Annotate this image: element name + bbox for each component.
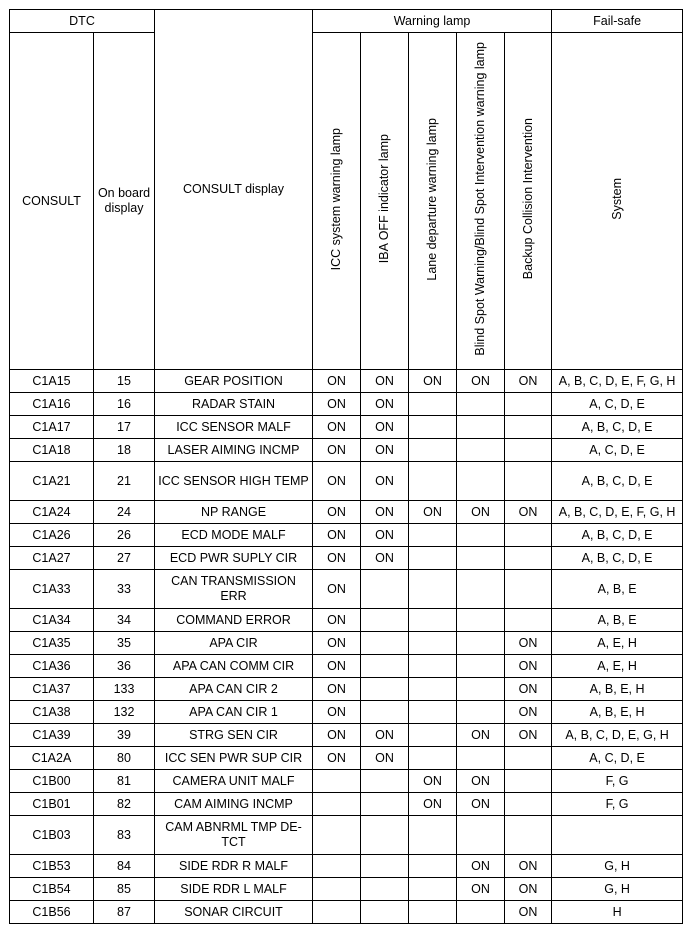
table-row [10, 524, 683, 547]
cell-ldw-lamp [409, 678, 457, 701]
cell-fail-safe-system: F, G [552, 770, 683, 793]
cell-bsw-lamp [457, 678, 505, 701]
cell-consult-code: C1A17 [10, 416, 94, 439]
cell-iba-lamp: ON [361, 370, 409, 393]
cell-iba-lamp [361, 570, 409, 609]
cell-bci-lamp [505, 393, 552, 416]
cell-bci-lamp [505, 570, 552, 609]
dtc-table [9, 9, 683, 924]
cell-consult-display: ECD PWR SUPLY CIR [155, 547, 313, 570]
cell-bci-lamp: ON [505, 632, 552, 655]
cell-consult-display: CAM AIMING INCMP [155, 793, 313, 816]
cell-on-board-display: 85 [94, 878, 155, 901]
cell-bsw-lamp: ON [457, 793, 505, 816]
table-row [10, 770, 683, 793]
cell-icc-lamp: ON [313, 570, 361, 609]
cell-icc-lamp: ON [313, 524, 361, 547]
table-row [10, 609, 683, 632]
cell-on-board-display: 18 [94, 439, 155, 462]
header-bsw-label: Blind Spot Warning/Blind Spot Intervention warning lamp [473, 42, 488, 356]
cell-bci-lamp [505, 747, 552, 770]
cell-fail-safe-system: A, B, C, D, E, G, H [552, 724, 683, 747]
cell-bsw-lamp [457, 393, 505, 416]
cell-consult-display: NP RANGE [155, 501, 313, 524]
table-row [10, 878, 683, 901]
cell-bci-lamp [505, 547, 552, 570]
cell-on-board-display: 16 [94, 393, 155, 416]
cell-ldw-lamp [409, 701, 457, 724]
cell-bci-lamp [505, 770, 552, 793]
cell-fail-safe-system: A, B, C, D, E, F, G, H [552, 501, 683, 524]
cell-bci-lamp: ON [505, 370, 552, 393]
cell-consult-code: C1A39 [10, 724, 94, 747]
cell-consult-code: C1A37 [10, 678, 94, 701]
cell-fail-safe-system: A, B, E, H [552, 678, 683, 701]
cell-fail-safe-system: A, B, E [552, 570, 683, 609]
cell-bci-lamp [505, 609, 552, 632]
cell-consult-display: ECD MODE MALF [155, 524, 313, 547]
cell-on-board-display: 133 [94, 678, 155, 701]
cell-bci-lamp: ON [505, 901, 552, 924]
table-row [10, 678, 683, 701]
cell-fail-safe-system [552, 816, 683, 855]
cell-iba-lamp [361, 655, 409, 678]
cell-consult-display: SIDE RDR L MALF [155, 878, 313, 901]
cell-bci-lamp [505, 462, 552, 501]
table-row [10, 370, 683, 393]
cell-consult-code: C1A36 [10, 655, 94, 678]
cell-on-board-display: 24 [94, 501, 155, 524]
cell-icc-lamp [313, 855, 361, 878]
cell-consult-display: ICC SENSOR MALF [155, 416, 313, 439]
cell-fail-safe-system: A, B, C, D, E [552, 462, 683, 501]
cell-consult-display: GEAR POSITION [155, 370, 313, 393]
cell-consult-display: ICC SENSOR HIGH TEMP [155, 462, 313, 501]
cell-iba-lamp [361, 901, 409, 924]
cell-consult-display: APA CAN COMM CIR [155, 655, 313, 678]
cell-ldw-lamp [409, 570, 457, 609]
header-bci-label: Backup Collision Intervention [520, 118, 535, 280]
cell-consult-code: C1B56 [10, 901, 94, 924]
header-dtc: DTC [10, 10, 155, 33]
cell-ldw-lamp [409, 524, 457, 547]
cell-on-board-display: 21 [94, 462, 155, 501]
cell-iba-lamp [361, 701, 409, 724]
table-row [10, 632, 683, 655]
cell-bsw-lamp [457, 547, 505, 570]
cell-iba-lamp [361, 793, 409, 816]
cell-iba-lamp: ON [361, 547, 409, 570]
cell-bci-lamp: ON [505, 655, 552, 678]
cell-iba-lamp: ON [361, 416, 409, 439]
cell-icc-lamp: ON [313, 439, 361, 462]
table-row [10, 747, 683, 770]
cell-ldw-lamp [409, 816, 457, 855]
cell-icc-lamp [313, 793, 361, 816]
cell-consult-code: C1A33 [10, 570, 94, 609]
header-icc-system-warning-lamp [313, 33, 361, 370]
cell-bci-lamp: ON [505, 878, 552, 901]
cell-consult-code: C1A27 [10, 547, 94, 570]
cell-on-board-display: 17 [94, 416, 155, 439]
table-row [10, 439, 683, 462]
cell-bsw-lamp [457, 632, 505, 655]
cell-icc-lamp: ON [313, 747, 361, 770]
cell-bsw-lamp [457, 901, 505, 924]
cell-on-board-display: 35 [94, 632, 155, 655]
table-row [10, 547, 683, 570]
cell-on-board-display: 15 [94, 370, 155, 393]
cell-icc-lamp: ON [313, 701, 361, 724]
cell-consult-display: APA CAN CIR 2 [155, 678, 313, 701]
cell-fail-safe-system: A, B, E, H [552, 701, 683, 724]
cell-fail-safe-system: A, E, H [552, 655, 683, 678]
cell-ldw-lamp: ON [409, 793, 457, 816]
cell-iba-lamp: ON [361, 462, 409, 501]
cell-icc-lamp: ON [313, 416, 361, 439]
cell-ldw-lamp [409, 724, 457, 747]
cell-fail-safe-system: A, C, D, E [552, 393, 683, 416]
cell-bsw-lamp [457, 816, 505, 855]
cell-fail-safe-system: H [552, 901, 683, 924]
cell-ldw-lamp [409, 462, 457, 501]
cell-icc-lamp: ON [313, 393, 361, 416]
cell-on-board-display: 80 [94, 747, 155, 770]
cell-bsw-lamp [457, 416, 505, 439]
cell-consult-display: CAM ABNRML TMP DE-TCT [155, 816, 313, 855]
cell-iba-lamp [361, 609, 409, 632]
cell-consult-code: C1A24 [10, 501, 94, 524]
cell-consult-display: STRG SEN CIR [155, 724, 313, 747]
header-icc-label: ICC system warning lamp [329, 127, 344, 271]
table-row [10, 855, 683, 878]
cell-bci-lamp: ON [505, 855, 552, 878]
cell-ldw-lamp: ON [409, 770, 457, 793]
header-warning-lamp: Warning lamp [313, 10, 552, 33]
header-lane-departure-warning-lamp [409, 33, 457, 370]
cell-on-board-display: 132 [94, 701, 155, 724]
cell-iba-lamp [361, 855, 409, 878]
cell-ldw-lamp [409, 632, 457, 655]
header-ldw-label: Lane departure warning lamp [425, 117, 440, 281]
cell-iba-lamp: ON [361, 724, 409, 747]
cell-bci-lamp: ON [505, 678, 552, 701]
cell-fail-safe-system: A, B, C, D, E, F, G, H [552, 370, 683, 393]
cell-bsw-lamp [457, 462, 505, 501]
cell-fail-safe-system: A, B, E [552, 609, 683, 632]
cell-on-board-display: 27 [94, 547, 155, 570]
cell-on-board-display: 82 [94, 793, 155, 816]
cell-ldw-lamp: ON [409, 501, 457, 524]
table-row [10, 462, 683, 501]
cell-icc-lamp [313, 770, 361, 793]
cell-bsw-lamp [457, 655, 505, 678]
cell-bsw-lamp [457, 701, 505, 724]
cell-iba-lamp [361, 678, 409, 701]
cell-on-board-display: 84 [94, 855, 155, 878]
cell-bci-lamp [505, 439, 552, 462]
header-blind-spot-warning-lamp [457, 33, 505, 370]
cell-ldw-lamp [409, 747, 457, 770]
header-on-board-display: On board display [94, 33, 155, 370]
cell-consult-display: SONAR CIRCUIT [155, 901, 313, 924]
cell-icc-lamp: ON [313, 462, 361, 501]
cell-icc-lamp: ON [313, 655, 361, 678]
cell-consult-code: C1B00 [10, 770, 94, 793]
cell-fail-safe-system: F, G [552, 793, 683, 816]
table-row [10, 393, 683, 416]
cell-bci-lamp [505, 793, 552, 816]
cell-iba-lamp: ON [361, 501, 409, 524]
cell-on-board-display: 39 [94, 724, 155, 747]
cell-bsw-lamp [457, 747, 505, 770]
cell-ldw-lamp [409, 655, 457, 678]
cell-iba-lamp [361, 770, 409, 793]
cell-fail-safe-system: A, B, C, D, E [552, 416, 683, 439]
cell-on-board-display: 87 [94, 901, 155, 924]
cell-bsw-lamp: ON [457, 878, 505, 901]
cell-ldw-lamp [409, 416, 457, 439]
cell-bci-lamp: ON [505, 724, 552, 747]
header-iba-off-indicator-lamp [361, 33, 409, 370]
cell-icc-lamp [313, 816, 361, 855]
cell-consult-display: SIDE RDR R MALF [155, 855, 313, 878]
cell-fail-safe-system: G, H [552, 855, 683, 878]
cell-on-board-display: 26 [94, 524, 155, 547]
cell-icc-lamp [313, 901, 361, 924]
table-row [10, 416, 683, 439]
cell-ldw-lamp [409, 855, 457, 878]
cell-on-board-display: 36 [94, 655, 155, 678]
cell-consult-code: C1A35 [10, 632, 94, 655]
cell-icc-lamp: ON [313, 501, 361, 524]
cell-ldw-lamp [409, 901, 457, 924]
cell-iba-lamp: ON [361, 439, 409, 462]
cell-consult-code: C1A38 [10, 701, 94, 724]
cell-fail-safe-system: A, C, D, E [552, 439, 683, 462]
table-row [10, 701, 683, 724]
header-consult-display: CONSULT display [155, 10, 313, 370]
cell-bci-lamp [505, 816, 552, 855]
cell-iba-lamp: ON [361, 524, 409, 547]
table-row [10, 724, 683, 747]
cell-ldw-lamp [409, 393, 457, 416]
cell-consult-display: COMMAND ERROR [155, 609, 313, 632]
cell-consult-code: C1A34 [10, 609, 94, 632]
cell-ldw-lamp [409, 547, 457, 570]
cell-consult-display: APA CIR [155, 632, 313, 655]
table-row [10, 901, 683, 924]
table-row [10, 655, 683, 678]
cell-iba-lamp: ON [361, 393, 409, 416]
header-fail-safe: Fail-safe [552, 10, 683, 33]
cell-consult-display: RADAR STAIN [155, 393, 313, 416]
cell-consult-code: C1A18 [10, 439, 94, 462]
table-body [10, 370, 683, 924]
cell-on-board-display: 33 [94, 570, 155, 609]
cell-consult-display: APA CAN CIR 1 [155, 701, 313, 724]
cell-icc-lamp: ON [313, 678, 361, 701]
cell-bsw-lamp: ON [457, 501, 505, 524]
cell-consult-display: CAMERA UNIT MALF [155, 770, 313, 793]
header-system-label: System [609, 178, 624, 220]
cell-consult-code: C1B54 [10, 878, 94, 901]
cell-consult-code: C1B01 [10, 793, 94, 816]
table-row [10, 816, 683, 855]
cell-iba-lamp [361, 632, 409, 655]
cell-bsw-lamp: ON [457, 724, 505, 747]
cell-consult-display: LASER AIMING INCMP [155, 439, 313, 462]
cell-bsw-lamp: ON [457, 370, 505, 393]
header-backup-collision-intervention [505, 33, 552, 370]
table-row [10, 570, 683, 609]
cell-bsw-lamp [457, 570, 505, 609]
cell-fail-safe-system: A, B, C, D, E [552, 524, 683, 547]
header-system [552, 33, 683, 370]
cell-consult-code: C1A26 [10, 524, 94, 547]
cell-on-board-display: 34 [94, 609, 155, 632]
cell-ldw-lamp [409, 878, 457, 901]
cell-bsw-lamp [457, 524, 505, 547]
cell-icc-lamp: ON [313, 547, 361, 570]
cell-fail-safe-system: G, H [552, 878, 683, 901]
cell-on-board-display: 81 [94, 770, 155, 793]
cell-consult-display: CAN TRANSMISSION ERR [155, 570, 313, 609]
header-iba-label: IBA OFF indicator lamp [377, 134, 392, 264]
cell-iba-lamp [361, 878, 409, 901]
cell-consult-code: C1A16 [10, 393, 94, 416]
cell-fail-safe-system: A, C, D, E [552, 747, 683, 770]
cell-consult-code: C1B53 [10, 855, 94, 878]
cell-consult-code: C1A2A [10, 747, 94, 770]
table-row [10, 793, 683, 816]
cell-ldw-lamp [409, 439, 457, 462]
cell-icc-lamp: ON [313, 609, 361, 632]
cell-consult-display: ICC SEN PWR SUP CIR [155, 747, 313, 770]
cell-iba-lamp: ON [361, 747, 409, 770]
cell-icc-lamp: ON [313, 370, 361, 393]
header-consult: CONSULT [10, 33, 94, 370]
cell-consult-code: C1A15 [10, 370, 94, 393]
cell-on-board-display: 83 [94, 816, 155, 855]
cell-bci-lamp: ON [505, 501, 552, 524]
cell-bsw-lamp [457, 439, 505, 462]
cell-icc-lamp: ON [313, 724, 361, 747]
cell-ldw-lamp: ON [409, 370, 457, 393]
cell-ldw-lamp [409, 609, 457, 632]
cell-fail-safe-system: A, E, H [552, 632, 683, 655]
cell-icc-lamp: ON [313, 632, 361, 655]
cell-bci-lamp [505, 416, 552, 439]
cell-bci-lamp [505, 524, 552, 547]
cell-bci-lamp: ON [505, 701, 552, 724]
cell-iba-lamp [361, 816, 409, 855]
cell-icc-lamp [313, 878, 361, 901]
cell-fail-safe-system: A, B, C, D, E [552, 547, 683, 570]
cell-bsw-lamp [457, 609, 505, 632]
cell-consult-code: C1A21 [10, 462, 94, 501]
cell-consult-code: C1B03 [10, 816, 94, 855]
cell-bsw-lamp: ON [457, 855, 505, 878]
cell-bsw-lamp: ON [457, 770, 505, 793]
table-row [10, 501, 683, 524]
table-header [10, 10, 683, 370]
